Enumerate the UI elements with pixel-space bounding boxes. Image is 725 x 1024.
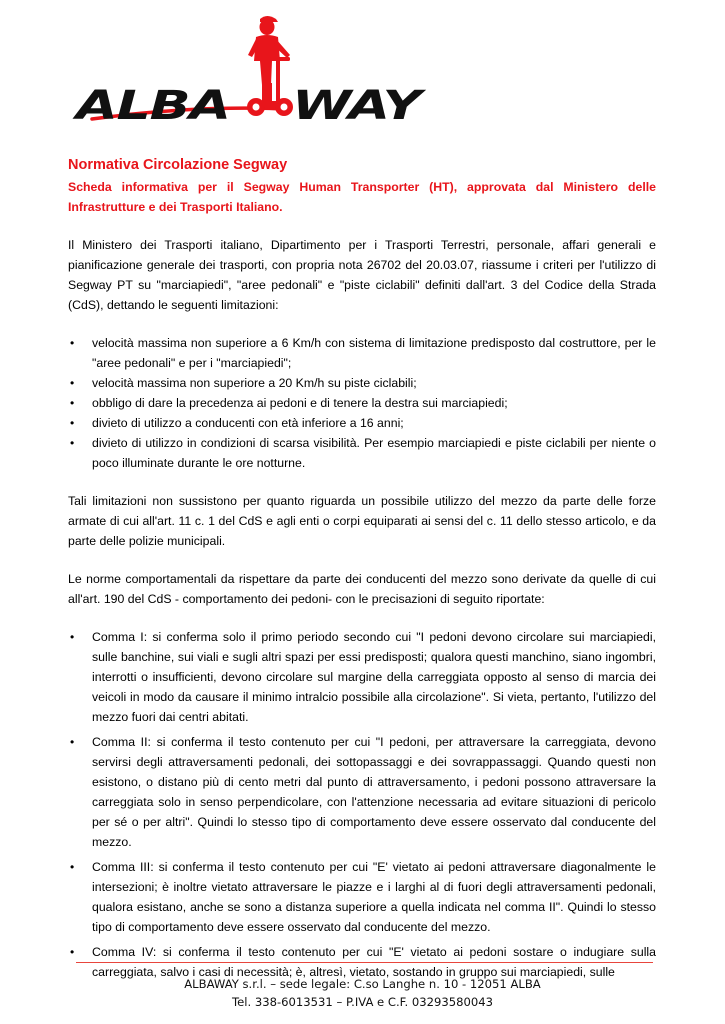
company-footer (0, 975, 725, 1011)
logo-text-alba: ALBA (76, 83, 230, 129)
intro-paragraph: Il Ministero dei Trasporti italiano, Dipartimento per i Trasporti Terrestri, personale, affari generali e pianificazione generale dei trasporti, con propria nota 26702 del 20.03.07, riassume i criteri per l'utilizzo di Segway PT su "marciapiedi", "aree pedonali" e "piste ciclabili" definiti dall'art. 3 del Codice della Strada (CdS), dettando le seguenti limitazioni: (68, 238, 656, 312)
comma-item: • Comma III: si conferma il testo contenuto per cui "E' vietato ai pedoni attraversare diagonalmente le intersezioni; è inoltre vietato attraversare le piazze e i larghi al di fuori degli attraversamenti pedonali, qualora esistano, anche se sono a distanza superiore a quella indicata nel comma II". Quindi lo stesso tipo di comportamento deve essere osservato dal conducente del mezzo. (68, 857, 656, 937)
comma-item: • Comma II: si conferma il testo contenuto per cui "I pedoni, per attraversare la carreggiata, devono servirsi degli attraversamenti pedonali, dei sottopassaggi e dei sovrappassaggi. Quando questi non esistono, o distano più di cento metri dal punto di attraversamento, i pedoni possono attraversare la carreggiata solo in senso perpendicolare, con l'attenzione necessaria ad evitare situazioni di pericolo per sé o per altri". Quindi lo stesso tipo di comportamento deve essere osservato dal conducente del mezzo. (68, 732, 656, 852)
limitation-item: • divieto di utilizzo in condizioni di scarsa visibilità. Per esempio marciapiedi e piste ciclabili per niente o poco illuminate durante le ore notturne. (68, 433, 656, 473)
exceptions-paragraph: Tali limitazioni non sussistono per quanto riguarda un possibile utilizzo del mezzo da parte delle forze armate di cui all'art. 11 c. 1 del CdS e agli enti o corpi equiparati ai sensi del c. 11 dello stesso articolo, e da parte delle polizie municipali. (68, 494, 656, 548)
limitation-item: • divieto di utilizzo a conducenti con età inferiore a 16 anni; (68, 413, 656, 433)
comma-item: • Comma I: si conferma solo il primo periodo secondo cui "I pedoni devono circolare sui marciapiedi, sulle banchine, sui viali e sugli altri spazi per essi predisposti; qualora questi manchino, siano ingombri, interrotti o insufficienti, devono circolare sul margine della carreggiata opposto al senso di marcia dei veicoli in modo da causare il minimo intralcio possibile alla circolazione". Si vieta, pertanto, l'utilizzo del mezzo fuori dai centri abitati. (68, 627, 656, 727)
limitation-item: • velocità massima non superiore a 20 Km/h su piste ciclabili; (68, 373, 656, 393)
comma-item: • Comma IV: si conferma il testo contenuto per cui "E' vietato ai pedoni sostare o indugiare sulla carreggiata, salvo i casi di necessità; è, altresì, vietato, sostando in gruppo sui marciapiedi, sulle (68, 942, 656, 982)
footer-contacts: Tel. 338-6013531 – P.IVA e C.F. 03293580043 (232, 995, 493, 1009)
document-title: Normativa Circolazione Segway (68, 157, 288, 173)
limitation-item: • obbligo di dare la precedenza ai pedoni e di tenere la destra sui marciapiedi; (68, 393, 656, 413)
commi-list (68, 627, 656, 982)
norms-intro-paragraph: Le norme comportamentali da rispettare da parte dei conducenti del mezzo sono derivate da quelle di cui all'art. 190 del CdS - comportamento dei pedoni- con le precisazioni di seguito riportate: (68, 572, 656, 606)
footer-divider (76, 962, 653, 963)
footer-address: ALBAWAY s.r.l. – sede legale: C.so Langhe n. 10 - 12051 ALBA (184, 977, 541, 991)
logo-text-way: WAY (292, 83, 421, 129)
limitations-list (68, 333, 656, 473)
limitation-item: • velocità massima non superiore a 6 Km/h con sistema di limitazione predisposto dal costruttore, per le "aree pedonali" e per i "marciapiedi"; (68, 333, 656, 373)
document-subtitle: Scheda informativa per il Segway Human Transporter (HT), approvata dal Ministero delle Infrastrutture e dei Trasporti Italiano. (68, 180, 656, 214)
document-body (68, 156, 656, 1000)
albaway-logo (74, 5, 421, 133)
